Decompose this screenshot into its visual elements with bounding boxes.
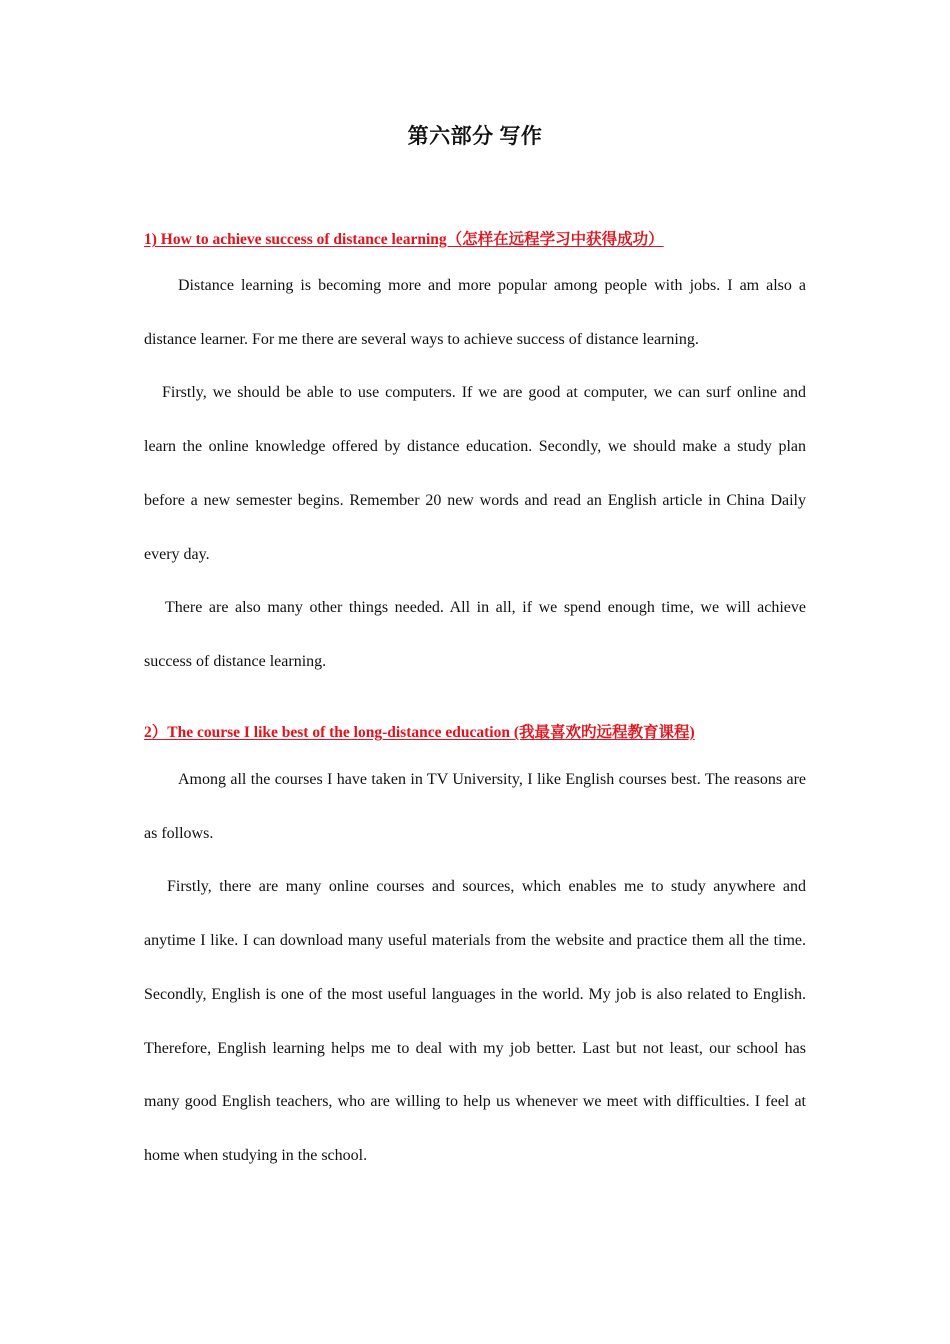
section-heading-1: 1) How to achieve success of distance learning（怎样在远程学习中获得成功）: [144, 231, 664, 248]
essay-body-1: [144, 259, 806, 689]
essay-1-paragraph-3: There are also many other things needed. All in all, if we spend enough time, we will achieve success of distance learning.: [144, 599, 806, 670]
essay-1-paragraph-1: Distance learning is becoming more and more popular among people with jobs. I am also a distance learner. For me there are several ways to achieve success of distance learning.: [144, 277, 806, 348]
essay-2-paragraph-1: Among all the courses I have taken in TV University, I like English courses best. The reasons are as follows.: [144, 771, 806, 842]
essay-1-paragraph-2: Firstly, we should be able to use computers. If we are good at computer, we can surf online and learn the online knowledge offered by distance education. Secondly, we should make a study plan before a new semester begins. Remember 20 new words and read an English article in China Daily every day.: [144, 384, 806, 563]
section-heading-2: 2）The course I like best of the long-distance education (我最喜欢旳远程教育课程): [144, 724, 695, 741]
page-title: 第六部分 写作: [407, 124, 543, 148]
essay-2-paragraph-2: Firstly, there are many online courses and sources, which enables me to study anywhere and anytime I like. I can download many useful materials from the website and practice them all the time. Secondly, English is one of the most useful languages in the world. My job is also related to English. Therefore, English learning helps me to deal with my job better. Last but not least, our school has many good English teachers, who are willing to help us whenever we meet with difficulties. I feel at home when studying in the school.: [144, 878, 806, 1164]
essay-body-2: [144, 753, 806, 1183]
